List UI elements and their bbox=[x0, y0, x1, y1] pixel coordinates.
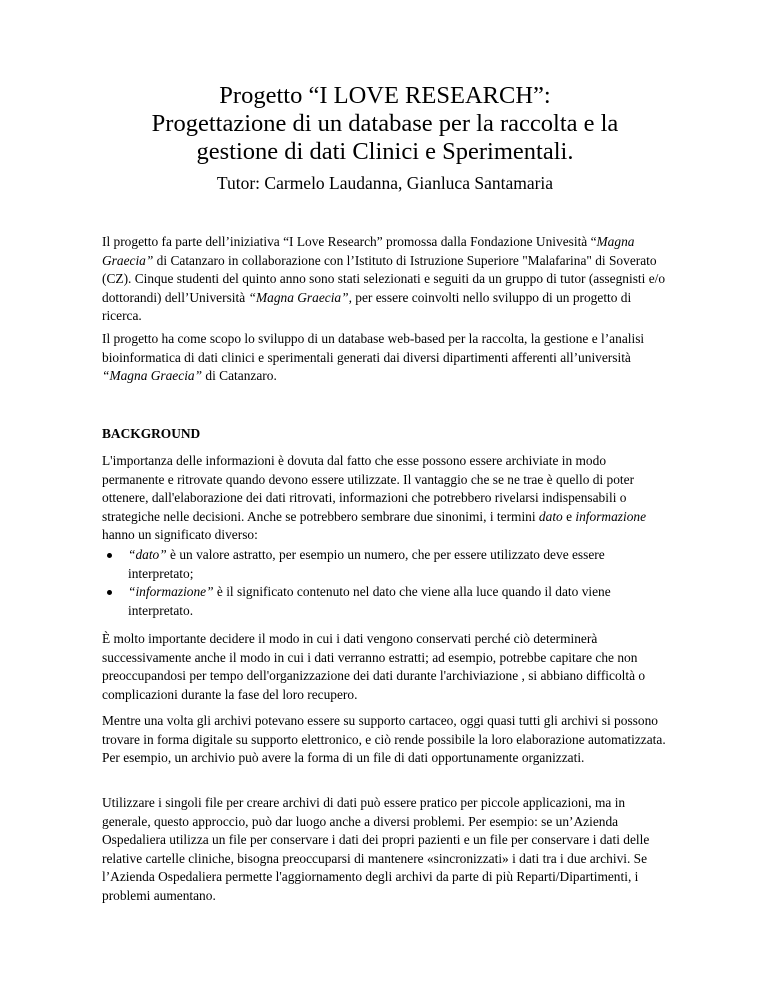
intro-paragraph-1 bbox=[102, 233, 668, 326]
background-paragraph-3: Mentre una volta gli archivi potevano essere su supporto cartaceo, oggi quasi tutti gli archivi si possono trovare in forma digitale su supporto elettronico, e ciò rende possibile la loro elaborazione automatizzata. Per esempio, un archivio può avere la forma di un file di dati opportunamente organizzati. bbox=[102, 713, 666, 765]
tutor-line: Tutor: Carmelo Laudanna, Gianluca Santamaria bbox=[216, 173, 554, 193]
intro-p1-text-b: di Catanzaro in collaborazione con l’Istituto di Istruzione Superiore "Malafarina" di Soverato (CZ). Cinque studenti del quinto anno sono stati selezionati e seguiti da un gruppo di tutor (assegnisti e/o dottorandi) dell’Università bbox=[102, 252, 666, 305]
background-paragraph-4: Utilizzare i singoli file per creare archivi di dati può essere pratico per piccole applicazioni, ma in generale, questo approccio, può dar luogo anche a diversi problemi. Per esempio: se un’Azienda Ospedaliera utilizza un file per conservare i dati dei propri pazienti e un file per conservare i dati delle relative cartelle cliniche, bisogna preoccuparsi di mantenere «sincronizzati» i dati tra i due archivi. Se l’Azienda Ospedaliera permette l'aggiornamento degli archivi da parte di più Reparti/Dipartimenti, i problemi aumentano. bbox=[102, 795, 650, 903]
bg-p1-emphasis-informazione: informazione bbox=[575, 508, 647, 524]
bullet-icon bbox=[107, 553, 112, 558]
bg-p1-text-c: hanno un significato diverso: bbox=[102, 527, 258, 542]
bg-p1-emphasis-dato: dato bbox=[538, 508, 563, 524]
bullet-icon bbox=[107, 590, 112, 595]
title-line-1: Progetto “I LOVE RESEARCH”: bbox=[219, 82, 551, 109]
title-line-3: gestione di dati Clinici e Sperimentali. bbox=[196, 138, 574, 165]
intro-p2-text-a: Il progetto ha come scopo lo sviluppo di un database web-based per la raccolta, la gestione e l’analisi bioinformatica di dati clinici e sperimentali generati dai diversi dipartimenti afferenti all’università bbox=[102, 331, 645, 365]
list-item-text: è un valore astratto, per esempio un numero, che per essere utilizzato deve essere interpretato; bbox=[128, 547, 605, 581]
intro-p2-emphasis: “Magna Graecia” bbox=[102, 368, 203, 383]
title-line-2: Progettazione di un database per la raccolta e la bbox=[151, 110, 619, 137]
intro-p1-text-c: per essere coinvolti nello sviluppo di un progetto di ricerca. bbox=[102, 289, 632, 323]
intro-paragraph-2 bbox=[102, 330, 668, 386]
bg-p1-text-a: L'importanza delle informazioni è dovuta dal fatto che esse possono essere archiviate in modo permanente e ritrovate quando devono essere utilizzate. Il vantaggio che se ne trae è quello di poter ottenere, dall'elaborazione dei dati ritrovati, informazioni che potrebbero rivelarsi indispensabili o strategiche nelle decisioni. Anche se potrebbero sembrare due sinonimi, i termini bbox=[102, 453, 635, 524]
list-item-text: è il significato contenuto nel dato che viene alla luce quando il dato viene interpretato. bbox=[128, 584, 611, 618]
background-paragraph-1 bbox=[102, 452, 668, 545]
list-item-term: “dato” bbox=[128, 547, 167, 562]
list-item-term: “informazione” bbox=[128, 584, 214, 599]
list-item bbox=[102, 583, 668, 620]
bg-p1-text-b: e bbox=[562, 508, 576, 524]
list-item bbox=[102, 546, 668, 583]
intro-p2-text-b: di Catanzaro. bbox=[202, 368, 277, 383]
background-heading: BACKGROUND bbox=[102, 426, 201, 441]
definition-list bbox=[102, 546, 668, 620]
background-paragraph-2: È molto importante decidere il modo in cui i dati vengono conservati perché ciò determinerà successivamente anche il modo in cui i dati verranno estratti; ad esempio, potrebbe capitare che non preoccupandosi per tempo dell'organizzazione dei dati durante l'archiviazione , si abbiano difficoltà o complicazioni durante la fase del loro recupero. bbox=[102, 631, 646, 702]
document-title bbox=[102, 82, 668, 166]
intro-p1-emphasis-1: Magna Graecia” bbox=[102, 234, 635, 268]
intro-p1-emphasis-2: “Magna Graecia”, bbox=[248, 289, 352, 305]
intro-p1-text-a: Il progetto fa parte dell’iniziativa “I Love Research” promossa dalla Fondazione Univesità “ bbox=[102, 234, 597, 249]
